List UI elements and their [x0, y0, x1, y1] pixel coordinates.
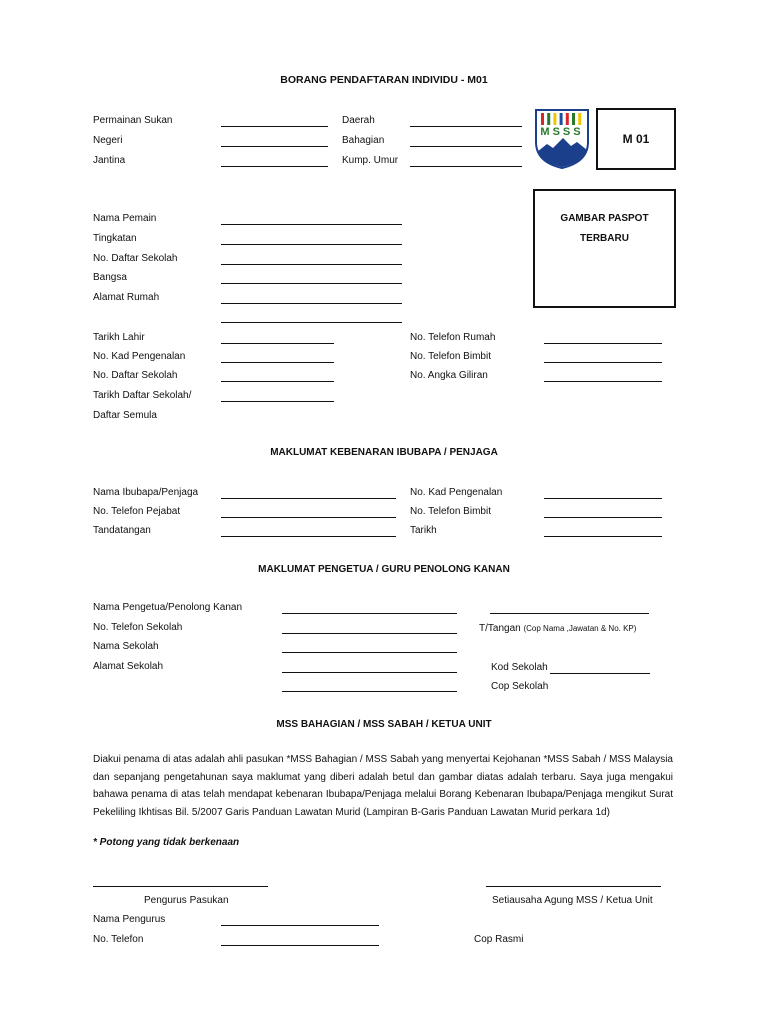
field-no-telefon-pejabat[interactable] — [221, 517, 396, 518]
label-kod-sekolah: Kod Sekolah — [491, 662, 548, 673]
logo-stripe — [572, 113, 575, 125]
field-nama-sekolah[interactable] — [282, 652, 457, 653]
label-bangsa: Bangsa — [93, 272, 127, 283]
field-no-angka-giliran[interactable] — [544, 381, 662, 382]
logo-stripe — [541, 113, 544, 125]
logo-stripe — [578, 113, 581, 125]
label-daerah: Daerah — [342, 115, 375, 126]
label-parent-tarikh: Tarikh — [410, 525, 437, 536]
logo-stripe — [566, 113, 569, 125]
photo-box-line2: TERBARU — [580, 233, 629, 244]
label-alamat-rumah: Alamat Rumah — [93, 292, 160, 303]
field-kump-umur[interactable] — [410, 166, 522, 167]
label-parent-no-kad: No. Kad Pengenalan — [410, 487, 503, 498]
label-nama-pengurus: Nama Pengurus — [93, 914, 166, 925]
field-nama-pemain[interactable] — [221, 224, 402, 225]
label-cop-sekolah: Cop Sekolah — [491, 681, 549, 692]
label-tandatangan: Tandatangan — [93, 525, 151, 536]
label-no-telefon-bimbit: No. Telefon Bimbit — [410, 351, 491, 362]
label-no-telefon: No. Telefon — [93, 934, 144, 945]
label-no-angka-giliran: No. Angka Giliran — [410, 370, 488, 381]
field-no-telefon-rumah[interactable] — [544, 343, 662, 344]
mss-heading: MSS BAHAGIAN / MSS SABAH / KETUA UNIT — [276, 719, 492, 730]
field-kod-sekolah[interactable] — [550, 673, 650, 674]
field-pengurus-signature[interactable] — [93, 886, 268, 887]
photo-box-line1: GAMBAR PASPOT — [560, 213, 649, 224]
field-setiausaha-signature[interactable] — [486, 886, 661, 887]
photo-box — [533, 189, 676, 308]
field-no-telefon[interactable] — [221, 945, 379, 946]
field-parent-no-kad[interactable] — [544, 498, 662, 499]
field-daerah[interactable] — [410, 126, 522, 127]
label-setiausaha: Setiausaha Agung MSS / Ketua Unit — [492, 895, 653, 906]
parent-heading: MAKLUMAT KEBENARAN IBUBAPA / PENJAGA — [270, 447, 498, 458]
field-tingkatan[interactable] — [221, 244, 402, 245]
msss-shield-icon — [533, 108, 591, 170]
principal-signature-label — [479, 623, 636, 635]
field-no-telefon-sekolah[interactable] — [282, 633, 457, 634]
label-parent-no-bimbit: No. Telefon Bimbit — [410, 506, 491, 517]
label-negeri: Negeri — [93, 135, 123, 146]
declaration-text: Diakui penama di atas adalah ahli pasukan *MSS Bahagian / MSS Sabah yang menyertai Kejohanan *MSS Sabah / MSS Malaysia dan sepanjang pengetahunan saya maklumat yang diberi adalah betul dan gambar diatas adalah terbaru. Saya juga mengakui bahawa penama di atas telah mendapat kebenaran Ibubapa/Penjaga melalui Borang Kebenaran Ibubapa/Penjaga mengikut Surat Pekeliling Ikhtisas Bil. 5/2007 Garis Panduan Lawatan Murid (Lampiran B-Garis Panduan Lawatan Murid perkara 1d) — [93, 754, 673, 818]
label-no-telefon-sekolah: No. Telefon Sekolah — [93, 622, 183, 633]
label-jantina: Jantina — [93, 155, 126, 166]
field-parent-no-bimbit[interactable] — [544, 517, 662, 518]
field-negeri[interactable] — [221, 146, 328, 147]
field-tarikh-lahir[interactable] — [221, 343, 334, 344]
field-alamat-rumah-2[interactable] — [221, 322, 402, 323]
field-bahagian[interactable] — [410, 146, 522, 147]
logo-text: MSSS — [540, 126, 584, 138]
label-no-telefon-pejabat: No. Telefon Pejabat — [93, 506, 181, 517]
field-no-daftar-sekolah[interactable] — [221, 264, 402, 265]
label-no-daftar-sekolah-2: No. Daftar Sekolah — [93, 370, 178, 381]
signature-note: (Cop Nama ,Jawatan & No. KP) — [523, 624, 637, 633]
label-alamat-sekolah: Alamat Sekolah — [93, 661, 164, 672]
field-no-daftar-sekolah-2[interactable] — [221, 381, 334, 382]
msss-logo — [533, 108, 591, 170]
field-alamat-sekolah-1[interactable] — [282, 672, 457, 673]
field-parent-tarikh[interactable] — [544, 536, 662, 537]
label-no-kad-pengenalan: No. Kad Pengenalan — [93, 351, 186, 362]
label-no-daftar-sekolah: No. Daftar Sekolah — [93, 253, 178, 264]
label-cop-rasmi: Cop Rasmi — [474, 934, 524, 945]
field-principal-signature[interactable] — [490, 613, 649, 614]
label-tarikh-daftar-sekolah: Tarikh Daftar Sekolah/ — [93, 390, 192, 401]
field-alamat-rumah-1[interactable] — [221, 303, 402, 304]
form-title: BORANG PENDAFTARAN INDIVIDU - M01 — [280, 74, 488, 86]
field-permainan-sukan[interactable] — [221, 126, 328, 127]
code-box — [596, 108, 676, 170]
field-bangsa[interactable] — [221, 283, 402, 284]
label-no-telefon-rumah: No. Telefon Rumah — [410, 332, 496, 343]
label-daftar-semula: Daftar Semula — [93, 410, 157, 421]
field-no-telefon-bimbit[interactable] — [544, 362, 662, 363]
label-tingkatan: Tingkatan — [93, 233, 137, 244]
field-nama-pengurus[interactable] — [221, 925, 379, 926]
logo-stripe — [553, 113, 556, 125]
label-nama-pemain: Nama Pemain — [93, 213, 157, 224]
field-jantina[interactable] — [221, 166, 328, 167]
label-nama-pengetua: Nama Pengetua/Penolong Kanan — [93, 602, 243, 613]
signature-label: T/Tangan — [479, 623, 521, 634]
field-nama-ibubapa[interactable] — [221, 498, 396, 499]
principal-heading: MAKLUMAT PENGETUA / GURU PENOLONG KANAN — [258, 564, 510, 575]
field-nama-pengetua[interactable] — [282, 613, 457, 614]
declaration-note: * Potong yang tidak berkenaan — [93, 837, 240, 848]
label-pengurus-pasukan: Pengurus Pasukan — [144, 895, 229, 906]
logo-stripe — [560, 113, 563, 125]
label-bahagian: Bahagian — [342, 135, 385, 146]
field-no-kad-pengenalan[interactable] — [221, 362, 334, 363]
field-alamat-sekolah-2[interactable] — [282, 691, 457, 692]
field-tandatangan[interactable] — [221, 536, 396, 537]
code-box-label: M 01 — [622, 132, 650, 146]
label-nama-sekolah: Nama Sekolah — [93, 641, 159, 652]
label-nama-ibubapa: Nama Ibubapa/Penjaga — [93, 487, 199, 498]
label-kump-umur: Kump. Umur — [342, 155, 399, 166]
logo-stripe — [547, 113, 550, 125]
label-tarikh-lahir: Tarikh Lahir — [93, 332, 145, 343]
label-permainan-sukan: Permainan Sukan — [93, 115, 173, 126]
field-tarikh-daftar-sekolah[interactable] — [221, 401, 334, 402]
